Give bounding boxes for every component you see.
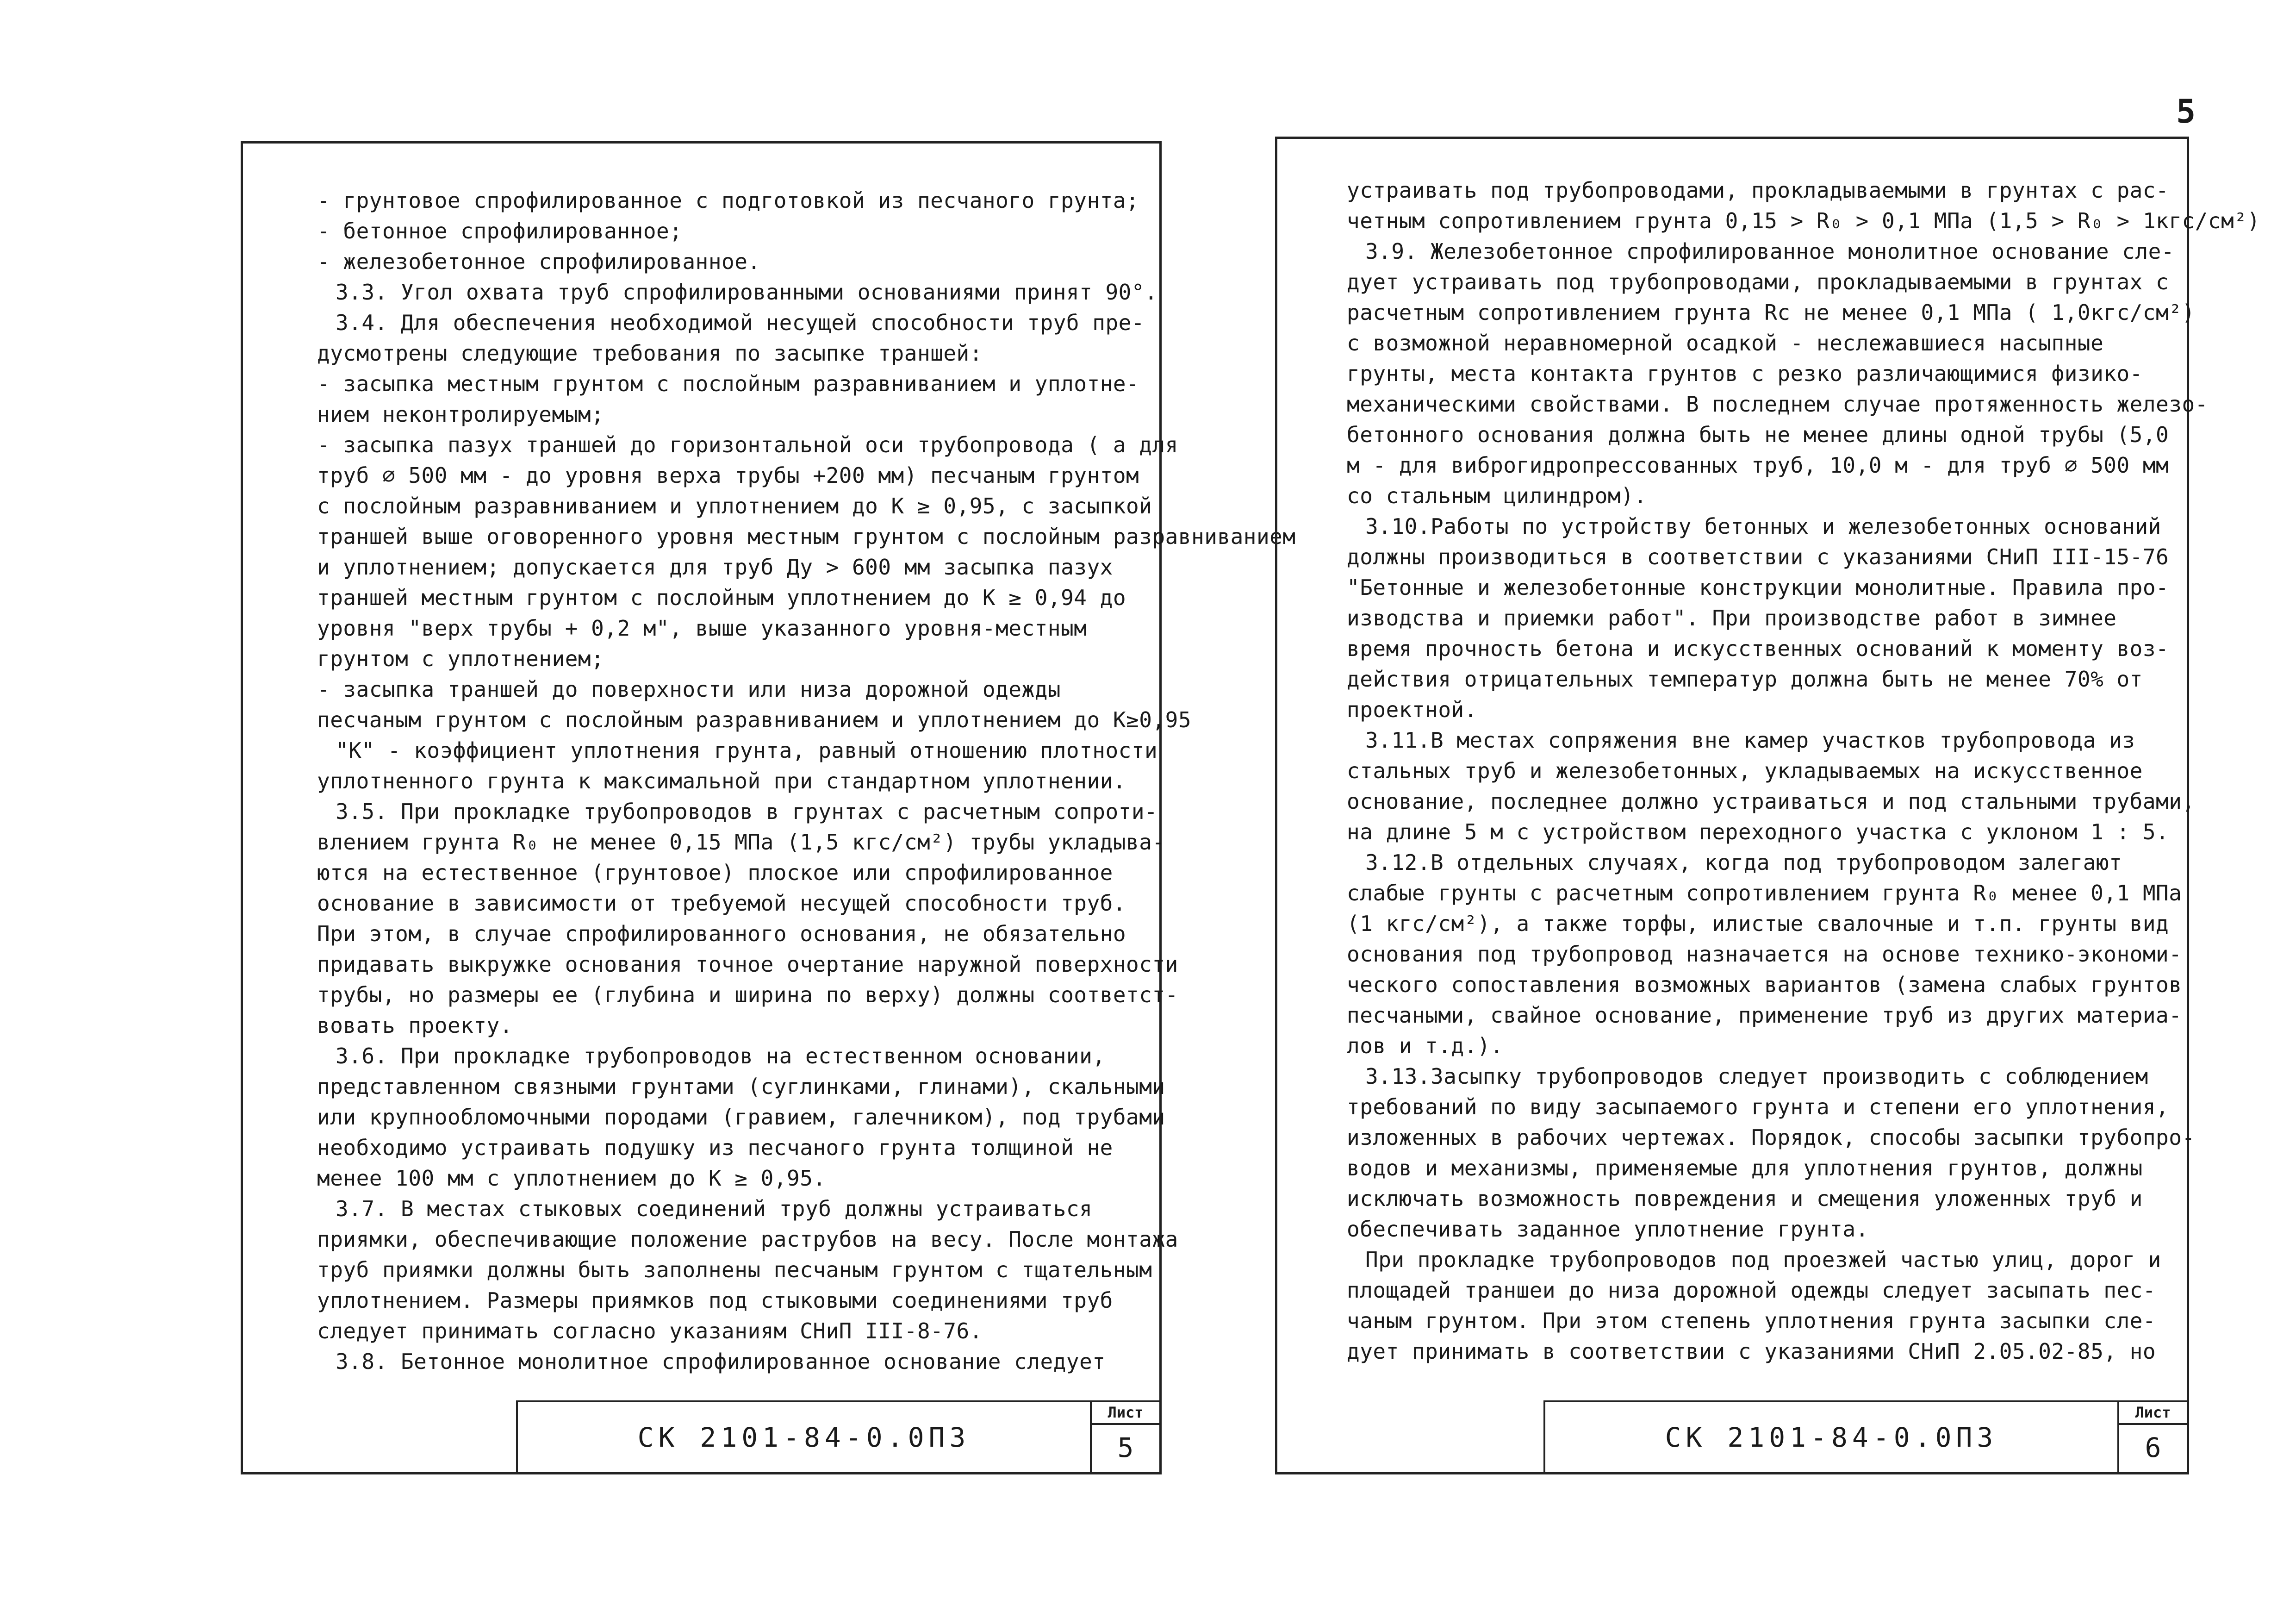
text-line: м - для виброгидропрессованных труб, 10,0 м - для труб ⌀ 500 мм [1347, 453, 2169, 478]
text-line: 3.7. В местах стыковых соединений труб должны устраиваться [336, 1196, 1093, 1221]
text-line: со стальным цилиндром). [1347, 483, 1647, 508]
text-line: с послойным разравниванием и уплотнением до К ≥ 0,95, с засыпкой [317, 493, 1152, 518]
document-code: СК 2101-84-0.0ПЗ [1665, 1421, 1998, 1453]
text-line: требований по виду засыпаемого грунта и степени его уплотнения, [1347, 1094, 2169, 1119]
text-line: траншей местным грунтом с послойным уплотнением до К ≥ 0,94 до [317, 585, 1126, 610]
text-line: 3.8. Бетонное монолитное спрофилированное основание следует [336, 1349, 1106, 1374]
text-line: песчаным грунтом с послойным разравниванием и уплотнением до К≥0,95 [317, 707, 1192, 732]
text-line: устраивать под трубопроводами, прокладываемыми в грунтах с рас- [1347, 178, 2169, 203]
text-line: нием неконтролируемым; [317, 402, 604, 427]
text-line: стальных труб и железобетонных, укладываемых на искусственное [1347, 758, 2143, 783]
text-line: траншей выше оговоренного уровня местным грунтом с послойным разравниванием [317, 524, 1296, 549]
text-line: слабые грунты с расчетным сопротивлением грунта R₀ менее 0,1 МПа [1347, 881, 2182, 906]
text-line: 3.11.В местах сопряжения вне камер участков трубопровода из [1365, 728, 2135, 753]
text-line: дусмотрены следующие требования по засыпке траншей: [317, 341, 983, 366]
text-line: 3.5. При прокладке трубопроводов в грунтах с расчетным сопроти- [336, 799, 1158, 824]
text-line: ются на естественное (грунтовое) плоское или спрофилированное [317, 860, 1113, 885]
text-line: дует устраивать под трубопроводами, прокладываемыми в грунтах с [1347, 269, 2169, 294]
left-page [241, 141, 1296, 1474]
text-line: действия отрицательных температур должна быть не менее 70% от [1347, 667, 2143, 692]
text-line: - бетонное спрофилированное; [317, 219, 683, 244]
text-line: и уплотнением; допускается для труб Ду > 600 мм засыпка пазух [317, 555, 1113, 580]
text-line: ческого сопоставления возможных вариантов (замена слабых грунтов [1347, 972, 2182, 997]
text-line: придавать выкружке основания точное очертание наружной поверхности [317, 952, 1178, 977]
text-line: При этом, в случае спрофилированного основания, не обязательно [317, 921, 1126, 946]
text-line: "К" - коэффициент уплотнения грунта, равный отношению плотности [336, 738, 1158, 763]
text-line: должны производиться в соответствии с указаниями СНиП III-15-76 [1347, 544, 2169, 569]
text-line: менее 100 мм с уплотнением до К ≥ 0,95. [317, 1166, 826, 1191]
text-line: площадей траншеи до низа дорожной одежды следует засыпать пес- [1347, 1278, 2156, 1303]
text-line: лов и т.д.). [1347, 1033, 1504, 1058]
text-line: 3.4. Для обеспечения необходимой несущей способности труб пре- [336, 310, 1145, 335]
text-line: 3.3. Угол охвата труб спрофилированными основаниями принят 90°. [336, 280, 1158, 305]
text-line: чаным грунтом. При этом степень уплотнения грунта засыпки сле- [1347, 1308, 2156, 1333]
right-page-text [1347, 175, 2260, 1367]
text-line: изводства и приемки работ". При производстве работ в зимнее [1347, 606, 2117, 631]
text-line: или крупнообломочными породами (гравием, галечником), под трубами [317, 1105, 1165, 1130]
text-line: механическими свойствами. В последнем случае протяженность железо- [1347, 392, 2208, 417]
text-line: - засыпка траншей до поверхности или низа дорожной одежды [317, 677, 1061, 702]
sheet-label: Лист [1092, 1402, 1159, 1425]
text-line: основания под трубопровод назначается на основе технико-экономи- [1347, 942, 2182, 967]
sheet-number: 5 [2176, 93, 2196, 131]
text-line: проектной. [1347, 697, 1477, 722]
text-line: - засыпка пазух траншей до горизонтальной оси трубопровода ( а для [317, 432, 1178, 457]
text-line: уплотнением. Размеры приямков под стыковыми соединениями труб [317, 1288, 1113, 1313]
sheet-box [1090, 1402, 1159, 1472]
text-line: основание в зависимости от требуемой несущей способности труб. [317, 891, 1126, 916]
text-line: исключать возможность повреждения и смещения уложенных труб и [1347, 1186, 2143, 1211]
text-line: грунты, места контакта грунтов с резко различающимися физико- [1347, 361, 2143, 386]
text-line: 3.10.Работы по устройству бетонных и железобетонных оснований [1365, 514, 2161, 539]
sheet-label: Лист [2119, 1402, 2187, 1425]
text-line: дует принимать в соответствии с указаниями СНиП 2.05.02-85, но [1347, 1339, 2156, 1364]
text-line: вовать проекту. [317, 1013, 513, 1038]
text-line: - грунтовое спрофилированное с подготовкой из песчаного грунта; [317, 188, 1139, 213]
text-line: труб ⌀ 500 мм - до уровня верха трубы +200 мм) песчаным грунтом [317, 463, 1139, 488]
text-line: 3.13.Засыпку трубопроводов следует производить с соблюдением [1365, 1064, 2148, 1089]
text-line: основание, последнее должно устраиваться и под стальными трубами, [1347, 789, 2195, 814]
text-line: грунтом с уплотнением; [317, 646, 604, 671]
sheet-page-number: 6 [2145, 1432, 2161, 1463]
text-line: песчаными, свайное основание, применение труб из других материа- [1347, 1003, 2182, 1028]
text-line: с возможной неравномерной осадкой - неслежавшиеся насыпные [1347, 331, 2104, 356]
text-line: 3.6. При прокладке трубопроводов на естественном основании, [336, 1043, 1106, 1068]
text-line: обеспечивать заданное уплотнение грунта. [1347, 1217, 1869, 1242]
left-page-text [317, 185, 1296, 1377]
text-line: приямки, обеспечивающие положение раструбов на весу. После монтажа [317, 1227, 1178, 1252]
text-line: время прочность бетона и искусственных оснований к моменту воз- [1347, 636, 2169, 661]
text-line: (1 кгс/см²), а также торфы, илистые свалочные и т.п. грунты вид [1347, 911, 2169, 936]
text-line: 3.9. Железобетонное спрофилированное монолитное основание сле- [1365, 239, 2175, 264]
document-code: СК 2101-84-0.0ПЗ [637, 1421, 971, 1453]
text-line: водов и механизмы, применяемые для уплотнения грунтов, должны [1347, 1156, 2143, 1181]
text-line: трубы, но размеры ее (глубина и ширина по верху) должны соответст- [317, 982, 1178, 1007]
text-line: представленном связными грунтами (суглинками, глинами), скальными [317, 1074, 1165, 1099]
sheet-page-number: 5 [1117, 1432, 1134, 1463]
text-line: 3.12.В отдельных случаях, когда под трубопроводом залегают [1365, 850, 2122, 875]
text-line: "Бетонные и железобетонные конструкции монолитные. Правила про- [1347, 575, 2169, 600]
title-block [1543, 1400, 2187, 1472]
text-line: уровня "верх трубы + 0,2 м", выше указанного уровня-местным [317, 616, 1087, 641]
text-line: влением грунта R₀ не менее 0,15 МПа (1,5 кгс/см²) трубы укладыва- [317, 830, 1165, 855]
text-line: - засыпка местным грунтом с послойным разравниванием и уплотне- [317, 371, 1139, 396]
right-page [1275, 137, 2260, 1474]
text-line: бетонного основания должна быть не менее длины одной трубы (5,0 [1347, 422, 2169, 447]
text-line: При прокладке трубопроводов под проезжей частью улиц, дорог и [1365, 1247, 2161, 1272]
text-line: изложенных в рабочих чертежах. Порядок, способы засыпки трубопро- [1347, 1125, 2195, 1150]
text-line: труб приямки должны быть заполнены песчаным грунтом с тщательным [317, 1257, 1152, 1282]
text-line: уплотненного грунта к максимальной при стандартном уплотнении. [317, 768, 1126, 793]
text-line: - железобетонное спрофилированное. [317, 249, 761, 274]
text-line: на длине 5 м с устройством переходного участка с уклоном 1 : 5. [1347, 819, 2169, 844]
sheet-box [2117, 1402, 2187, 1472]
title-block [516, 1400, 1159, 1472]
text-line: следует принимать согласно указаниям СНиП III-8-76. [317, 1318, 983, 1343]
text-line: четным сопротивлением грунта 0,15 > R₀ > 0,1 МПа (1,5 > R₀ > 1кгс/см²) [1347, 208, 2260, 233]
text-line: расчетным сопротивлением грунта Rс не менее 0,1 МПа ( 1,0кгс/см²) [1347, 300, 2195, 325]
text-line: необходимо устраивать подушку из песчаного грунта толщиной не [317, 1135, 1113, 1160]
